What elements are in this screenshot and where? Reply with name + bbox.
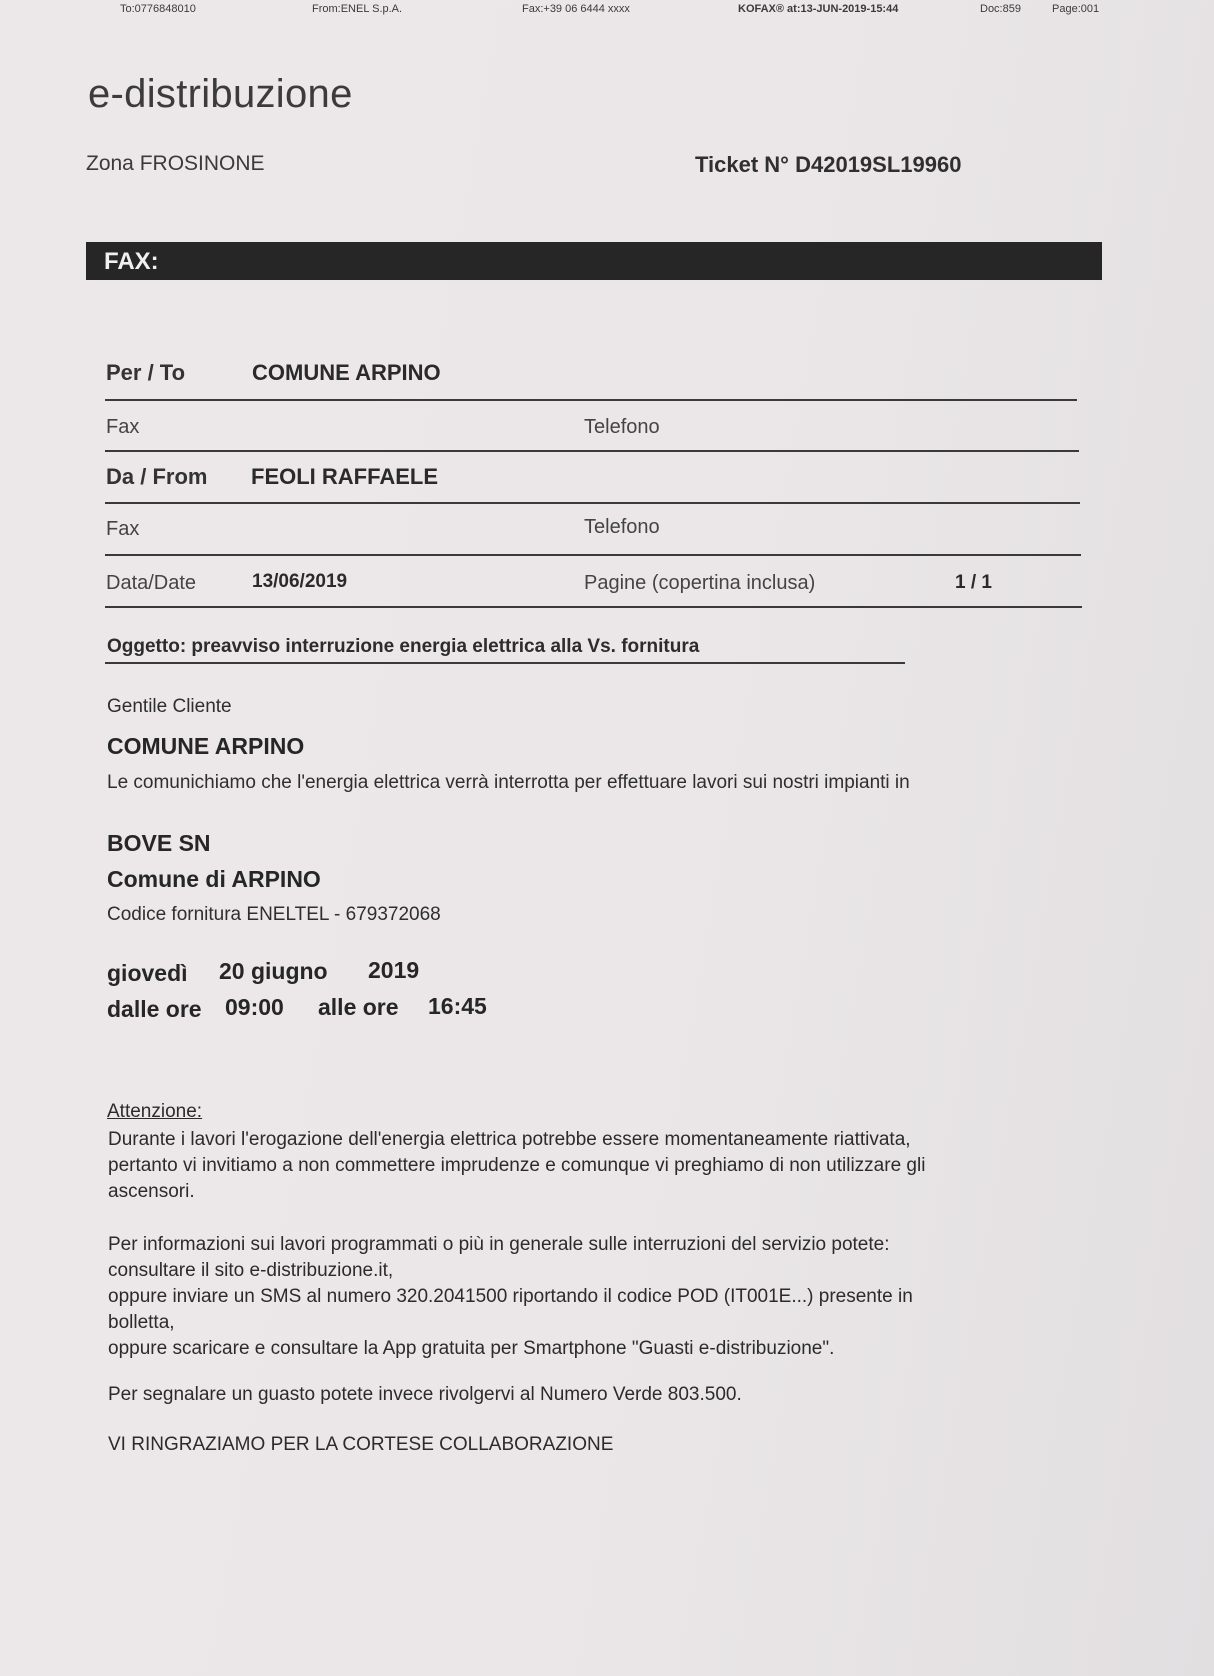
attenzione-paragraph xyxy=(108,1127,1098,1205)
guasto-text: Per segnalare un guasto potete invece rivolgervi al Numero Verde 803.500. xyxy=(108,1384,742,1405)
intro-text: Le comunichiamo che l'energia elettrica verrà interrotta per effettuare lavori sui nostri impianti in xyxy=(107,772,910,793)
pages-label: Pagine (copertina inclusa) xyxy=(584,572,816,594)
date-label: Data/Date xyxy=(106,572,197,594)
tel1-label: Telefono xyxy=(584,416,660,438)
attenzione-title: Attenzione: xyxy=(107,1101,203,1122)
fax-header-page: Page:001 xyxy=(1052,3,1100,15)
da-from-value: FEOLI RAFFAELE xyxy=(251,464,438,489)
info-line: bolletta, xyxy=(108,1312,175,1333)
location-comune: Comune di ARPINO xyxy=(107,866,321,892)
fax-header-doc: Doc:859 xyxy=(980,3,1021,15)
schedule-from-label: dalle ore xyxy=(107,996,202,1022)
company-logo: e-distribuzione xyxy=(88,72,353,116)
schedule-to-label: alle ore xyxy=(318,994,399,1020)
info-line: consultare il sito e-distribuzione.it, xyxy=(108,1260,394,1281)
fax2-label: Fax xyxy=(106,518,140,540)
per-to-value: COMUNE ARPINO xyxy=(252,360,441,385)
fax-title-bar xyxy=(86,242,1102,280)
attenzione-line: ascensori. xyxy=(108,1181,195,1202)
zona-label: Zona FROSINONE xyxy=(86,152,265,175)
codice-fornitura: Codice fornitura ENELTEL - 679372068 xyxy=(107,904,441,925)
form-divider xyxy=(105,399,1077,401)
greeting: Gentile Cliente xyxy=(107,696,232,717)
form-divider xyxy=(105,450,1079,452)
info-line: oppure scaricare e consultare la App gratuita per Smartphone "Guasti e-distribuzione". xyxy=(108,1338,835,1359)
per-to-label: Per / To xyxy=(106,360,186,385)
fax-header-from: From:ENEL S.p.A. xyxy=(312,3,403,15)
attenzione-line: pertanto vi invitiamo a non commettere imprudenze e comunque vi preghiamo di non utilizzare gli xyxy=(108,1155,926,1176)
customer-name: COMUNE ARPINO xyxy=(107,733,305,759)
fax1-label: Fax xyxy=(106,416,140,438)
fax-header-kofax: KOFAX® at:13-JUN-2019-15:44 xyxy=(738,3,899,15)
fax-header-fax: Fax:+39 06 6444 xxxx xyxy=(522,3,630,15)
fax-title: FAX: xyxy=(104,248,159,275)
attenzione-line: Durante i lavori l'erogazione dell'energia elettrica potrebbe essere momentaneamente riattivata, xyxy=(108,1129,911,1150)
date-value: 13/06/2019 xyxy=(252,571,348,592)
schedule-to-time: 16:45 xyxy=(428,993,487,1019)
schedule-date: 20 giugno xyxy=(219,958,328,984)
info-paragraph xyxy=(108,1232,1098,1362)
info-line: Per informazioni sui lavori programmati o più in generale sulle interruzioni del servizio potete: xyxy=(108,1234,890,1255)
schedule-day: giovedì xyxy=(107,960,188,986)
fax-header-to: To:0776848010 xyxy=(120,3,196,15)
schedule-year: 2019 xyxy=(368,957,420,983)
info-line: oppure inviare un SMS al numero 320.2041500 riportando il codice POD (IT001E...) presente in xyxy=(108,1286,913,1307)
tel2-label: Telefono xyxy=(584,516,660,538)
form-divider xyxy=(105,502,1080,504)
oggetto-underline xyxy=(105,662,905,664)
da-from-label: Da / From xyxy=(106,464,208,489)
oggetto: Oggetto: preavviso interruzione energia elettrica alla Vs. fornitura xyxy=(107,636,700,657)
pages-value: 1 / 1 xyxy=(955,572,992,593)
ticket-number: Ticket N° D42019SL19960 xyxy=(695,152,962,177)
closing-text: VI RINGRAZIAMO PER LA CORTESE COLLABORAZIONE xyxy=(108,1434,614,1455)
form-divider xyxy=(105,554,1081,556)
location-street: BOVE SN xyxy=(107,830,211,856)
form-divider xyxy=(105,606,1082,608)
schedule-from-time: 09:00 xyxy=(225,994,284,1020)
